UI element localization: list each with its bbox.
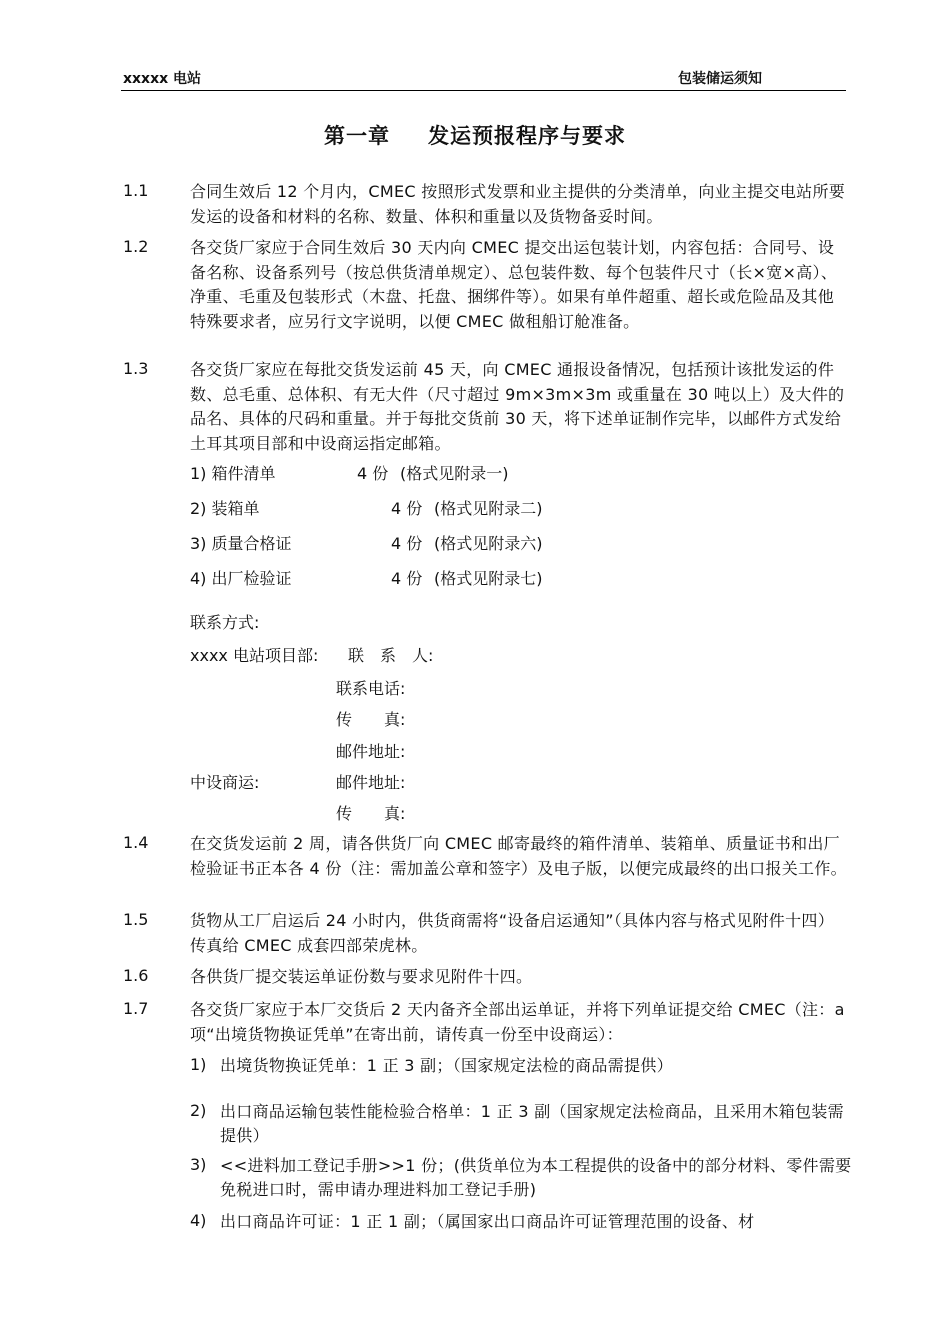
- section-number: 1.6: [123, 966, 149, 985]
- contact-heading: 联系方式:: [190, 613, 260, 632]
- doc-copies: 4 份: [391, 569, 423, 588]
- section-text: 各交货厂家应在每批交货发运前 45 天，向 CMEC 通报设备情况，包括预计该批发运的件数、总毛重、总体积、有无大件（尺寸超过 9m×3m×3m 或重量在 30 吨以上）及大件的品名、具体的尺码和重量。并于每批交货前 30 天，将下述单证制作完毕，以邮件方式发给土耳其项目部和中设商运指定邮箱。: [190, 360, 845, 453]
- section-number: 1.5: [123, 910, 149, 929]
- section-number: 1.7: [123, 999, 149, 1018]
- doc-note: (格式见附录七): [434, 569, 543, 588]
- list-item-text: 出境货物换证凭单：1 正 3 副；（国家规定法检的商品需提供）: [220, 1056, 673, 1075]
- section-text: 各交货厂家应于本厂交货后 2 天内备齐全部出运单证，并将下列单证提交给 CMEC（注：a 项“出境货物换证凭单”在寄出前，请传真一份至中设商运）：: [190, 1000, 845, 1044]
- list-item-number: 4): [190, 1211, 207, 1230]
- chapter-name: 发运预报程序与要求: [428, 124, 626, 148]
- contact-email2-label: 邮件地址:: [336, 773, 406, 792]
- doc-name: 2) 装箱单: [190, 499, 260, 518]
- section-text: 在交货发运前 2 周，请各供货厂向 CMEC 邮寄最终的箱件清单、装箱单、质量证书和出厂检验证书正本各 4 份（注：需加盖公章和签字）及电子版，以便完成最终的出口报关工作。: [190, 834, 847, 878]
- header-doc-title: 包装储运须知: [678, 71, 762, 87]
- contact-person-label: 联 系 人:: [348, 646, 434, 665]
- doc-note: (格式见附录一): [400, 464, 509, 483]
- section-number: 1.2: [123, 237, 149, 256]
- contact-cmec-shipping: 中设商运:: [190, 773, 260, 792]
- header-station-name: xxxxx 电站: [123, 71, 202, 87]
- doc-copies: 4 份: [357, 464, 389, 483]
- doc-name: 4) 出厂检验证: [190, 569, 292, 588]
- doc-note: (格式见附录六): [434, 534, 543, 553]
- list-item-number: 1): [190, 1055, 207, 1074]
- doc-note: (格式见附录二): [434, 499, 543, 518]
- header-rule: [121, 90, 846, 91]
- contact-phone-label: 联系电话:: [336, 679, 406, 698]
- section-number: 1.4: [123, 833, 149, 852]
- section-text: 合同生效后 12 个月内，CMEC 按照形式发票和业主提供的分类清单，向业主提交电站所要发运的设备和材料的名称、数量、体积和重量以及货物备妥时间。: [190, 182, 846, 226]
- list-item-text: <<进料加工登记手册>>1 份；(供货单位为本工程提供的设备中的部分材料、零件需要免税进口时，需申请办理进料加工登记手册): [220, 1156, 852, 1199]
- list-item-text: 出口商品运输包装性能检验合格单：1 正 3 副（国家规定法检商品，且采用木箱包装需提供）: [220, 1102, 844, 1145]
- section-text: 各交货厂家应于合同生效后 30 天内向 CMEC 提交出运包装计划，内容包括：合同号、设备名称、设备系列号（按总供货清单规定）、总包装件数、每个包装件尺寸（长×宽×高）、净重、毛重及包装形式（木盘、托盘、捆绑件等）。如果有单件超重、超长或危险品及其他特殊要求者，应另行文字说明，以便 CMEC 做租船订舱准备。: [190, 238, 838, 331]
- section-number: 1.1: [123, 181, 149, 200]
- list-item-number: 3): [190, 1155, 207, 1174]
- contact-fax2-label: 传 真:: [336, 804, 406, 823]
- list-item-text: 出口商品许可证：1 正 1 副；（属国家出口商品许可证管理范围的设备、材: [220, 1212, 755, 1231]
- chapter-number: 第一章: [324, 124, 390, 148]
- doc-name: 1) 箱件清单: [190, 464, 276, 483]
- section-text: 货物从工厂启运后 24 小时内，供货商需将“设备启运通知”（具体内容与格式见附件十四）传真给 CMEC 成套四部荣虎林。: [190, 911, 835, 955]
- doc-name: 3) 质量合格证: [190, 534, 292, 553]
- contact-email-label: 邮件地址:: [336, 742, 406, 761]
- section-text: 各供货厂提交装运单证份数与要求见附件十四。: [190, 967, 533, 986]
- contact-project-dept: xxxx 电站项目部:: [190, 646, 319, 665]
- section-number: 1.3: [123, 359, 149, 378]
- doc-copies: 4 份: [391, 534, 423, 553]
- list-item-number: 2): [190, 1101, 207, 1120]
- doc-copies: 4 份: [391, 499, 423, 518]
- contact-fax-label: 传 真:: [336, 710, 406, 729]
- chapter-title: [0, 120, 950, 150]
